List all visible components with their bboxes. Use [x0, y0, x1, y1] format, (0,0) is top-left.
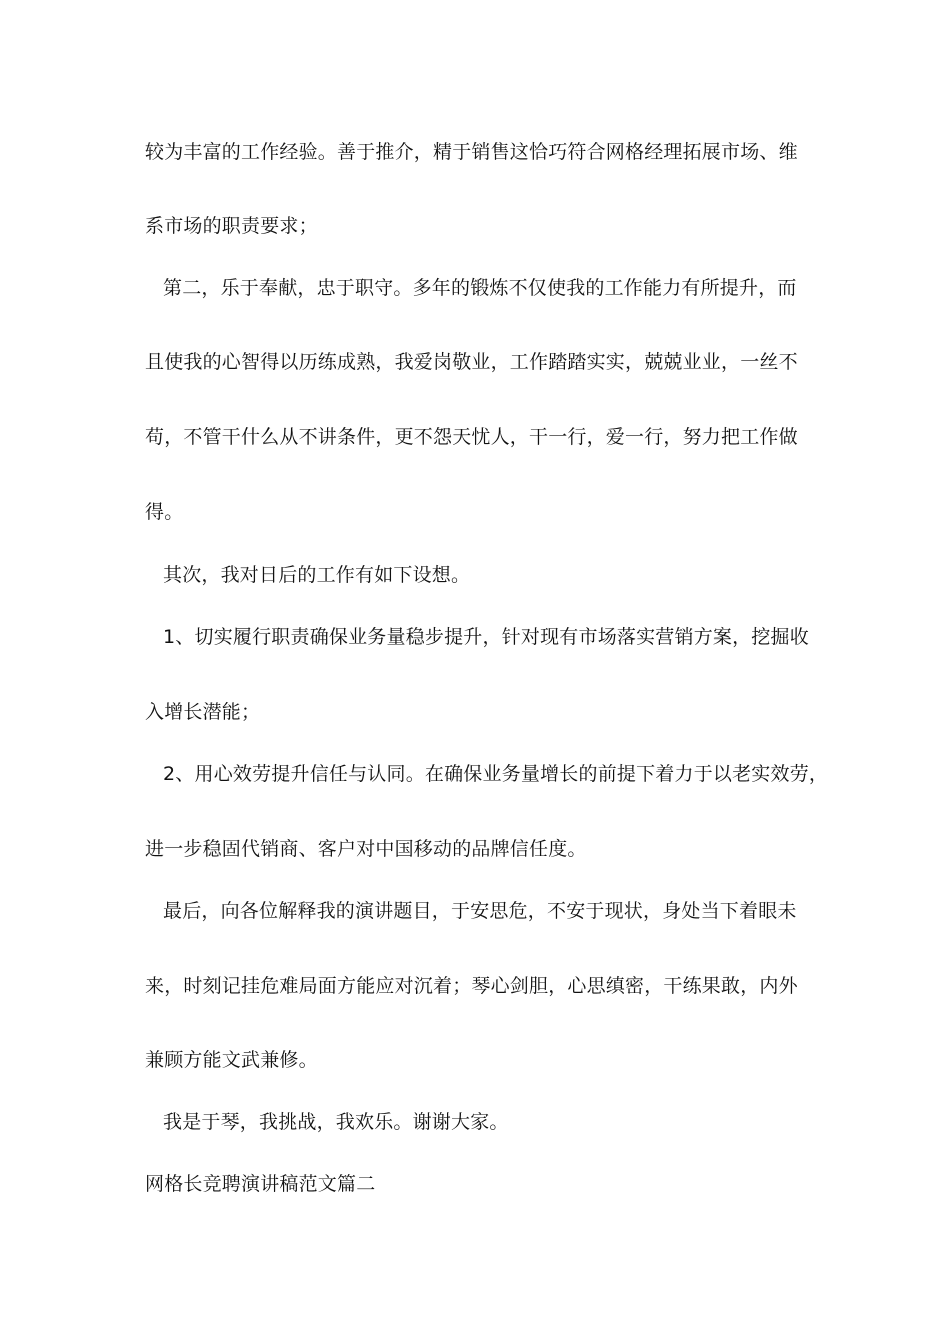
paragraph-line: 苟，不管干什么从不讲条件，更不怨天忧人，干一行，爱一行，努力把工作做 [145, 426, 798, 448]
paragraph-line: 较为丰富的工作经验。善于推介，精于销售这恰巧符合网格经理拓展市场、维 [145, 141, 798, 163]
paragraph-line: 其次，我对日后的工作有如下设想。 [163, 564, 471, 586]
paragraph-line: 第二，乐于奉献，忠于职守。多年的锻炼不仅使我的工作能力有所提升，而 [163, 277, 797, 299]
paragraph-line: 来，时刻记挂危难局面方能应对沉着；琴心剑胆，心思缜密，干练果敢，内外 [145, 975, 798, 997]
section-heading: 网格长竞聘演讲稿范文篇二 [145, 1173, 376, 1195]
paragraph-line: 得。 [145, 501, 184, 523]
paragraph-line: 且使我的心智得以历练成熟，我爱岗敬业，工作踏踏实实，兢兢业业，一丝不 [145, 351, 798, 373]
paragraph-line: 兼顾方能文武兼修。 [145, 1049, 318, 1071]
paragraph-line: 我是于琴，我挑战，我欢乐。谢谢大家。 [163, 1111, 509, 1133]
list-item-line: 2、用心效劳提升信任与认同。在确保业务量增长的前提下着力于以老实效劳， [163, 763, 829, 785]
list-item-line: 进一步稳固代销商、客户对中国移动的品牌信任度。 [145, 838, 587, 860]
list-item-line: 1、切实履行职责确保业务量稳步提升，针对现有市场落实营销方案，挖掘收 [163, 626, 809, 648]
list-item-line: 入增长潜能； [145, 701, 261, 723]
paragraph-line: 系市场的职责要求； [145, 215, 318, 237]
paragraph-line: 最后，向各位解释我的演讲题目，于安思危，不安于现状，身处当下着眼未 [163, 900, 797, 922]
